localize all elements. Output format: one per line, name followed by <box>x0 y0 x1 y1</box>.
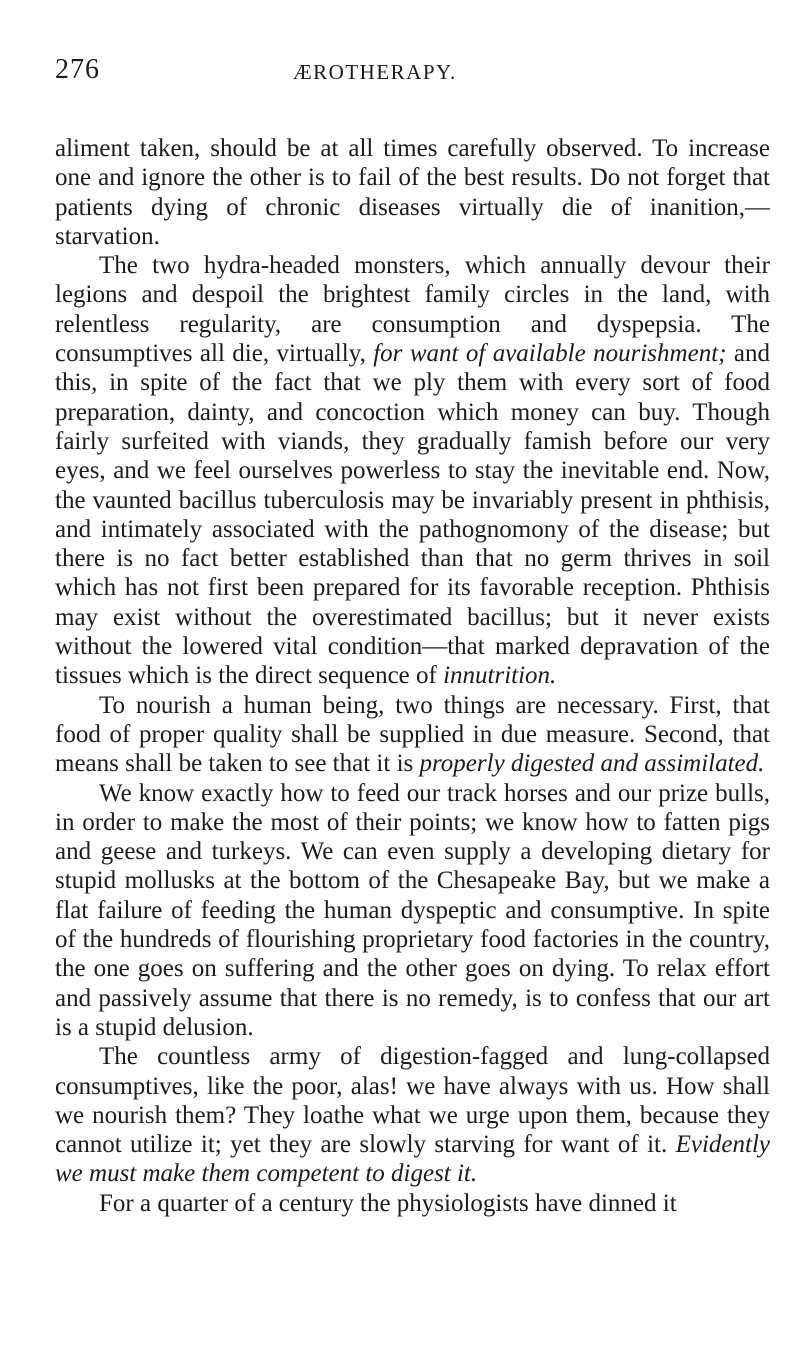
text-segment: aliment taken, should be at all times carefully observed. To increase one and ignore the other is to fail of the best results. Do not forget that patients dying of chronic diseases virtually die of inanition,—starvation. <box>55 135 770 250</box>
text-segment: The two hydra-headed monsters, which annually devour their legions and despoil the brightest family circles in the land, with relentless regularity, are consumption and dyspepsia. The consumptives all die, virtually, <box>55 252 770 368</box>
running-head: ÆROTHERAPY. <box>293 60 457 84</box>
italic-text-segment: for want of available nourishment; <box>373 340 727 368</box>
text-segment: The countless army of digestion-fagged and lung-collapsed consumptives, like the poor, alas! we have always with us. How shall we nourish them? They loathe what we urge upon them, because they cannot utilize it; yet they are slowly starving for want of it. <box>55 1043 770 1159</box>
paragraph <box>55 779 770 1043</box>
text-segment: We know exactly how to feed our track horses and our prize bulls, in order to make the most of their points; we know how to fatten pigs and geese and turkeys. We can even supply a developing dietary for stupid mollusks at the bottom of the Chesapeake Bay, but we make a flat failure of feeding the human dyspeptic and consumptive. In spite of the hundreds of flourishing proprietary food factories in the country, the one goes on suffering and the other goes on dying. To relax effort and passively assume that there is no remedy, is to confess that our art is a stupid delusion. <box>55 779 770 1041</box>
italic-text-segment: properly digested and assimilated. <box>419 750 765 778</box>
paragraph <box>55 1042 770 1188</box>
text-segment: To nourish a human being, two things are necessary. First, that food of proper quality shall be supplied in due measure. Second, that means shall be taken to see that it is <box>55 691 770 778</box>
italic-text-segment: Evidently we must make them competent to digest it. <box>55 1131 770 1188</box>
paragraph <box>55 134 770 251</box>
page-header <box>55 54 745 94</box>
page-number: 276 <box>55 54 100 85</box>
paragraph <box>55 691 770 779</box>
text-segment: and this, in spite of the fact that we ply them with every sort of food preparation, dainty, and concoction which money can buy. Though fairly surfeited with viands, they gradually famish before our very eyes, and we feel ourselves powerless to stay the inevitable end. Now, the vaunted bacillus tuberculosis may be invariably present in phthisis, and intimately associated with the pathognomony of the disease; but there is no fact better established than that no germ thrives in soil which has not first been prepared for its favorable reception. Phthisis may exist without the overestimated bacillus; but it never exists without the lowered vital condition—that marked depravation of the tissues which is the direct sequence of <box>55 340 770 690</box>
paragraph <box>55 1189 770 1218</box>
text-segment: For a quarter of a century the physiologists have dinned it <box>99 1189 677 1217</box>
body-text <box>55 134 770 1218</box>
paragraph <box>55 251 770 690</box>
italic-text-segment: innutrition. <box>443 662 557 690</box>
